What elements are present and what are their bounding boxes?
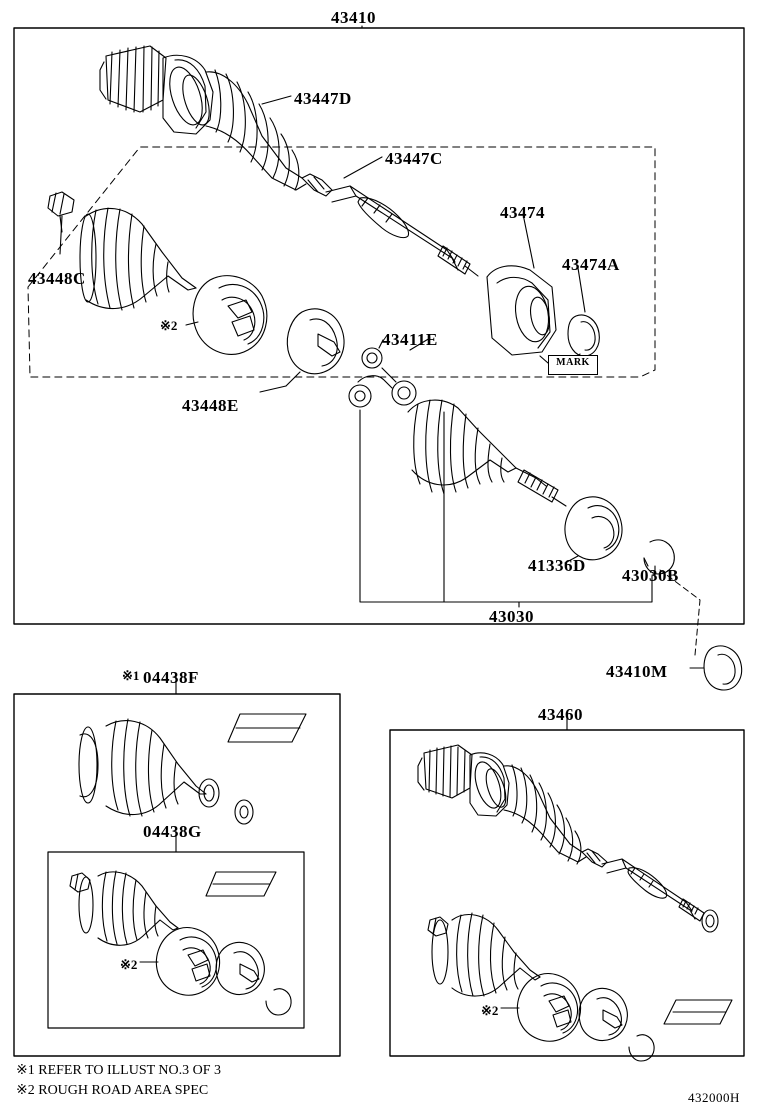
mark-box: MARK (548, 355, 598, 375)
part-label-43460: 43460 (538, 705, 583, 724)
figure-number: 432000H (688, 1090, 740, 1105)
part-label-04438F: 04438F (143, 668, 199, 687)
part-label-43410M: 43410M (606, 662, 668, 681)
footnote-2: ※2 ROUGH ROAD AREA SPEC (16, 1083, 209, 1098)
part-label-43447C: 43447C (385, 149, 443, 168)
part-label-43030: 43030 (489, 607, 534, 626)
star-mark-2-a: ※2 (160, 318, 178, 333)
part-label-41336D: 41336D (528, 556, 586, 575)
star-mark-2-b: ※2 (120, 957, 138, 972)
part-label-43030B: 43030B (622, 566, 679, 585)
part-label-43474: 43474 (500, 203, 545, 222)
part-label-43448C: 43448C (28, 269, 86, 288)
part-label-43448E: 43448E (182, 396, 239, 415)
star-mark-2-c: ※2 (481, 1003, 499, 1018)
footnote-1: ※1 REFER TO ILLUST NO.3 OF 3 (16, 1063, 222, 1078)
part-label-43447D: 43447D (294, 89, 352, 108)
part-label-43474A: 43474A (562, 255, 620, 274)
star-mark-1-kit: ※1 (122, 668, 140, 683)
part-label-43411E: 43411E (382, 330, 438, 349)
part-label-04438G: 04438G (143, 822, 202, 841)
part-label-43410: 43410 (331, 8, 376, 27)
